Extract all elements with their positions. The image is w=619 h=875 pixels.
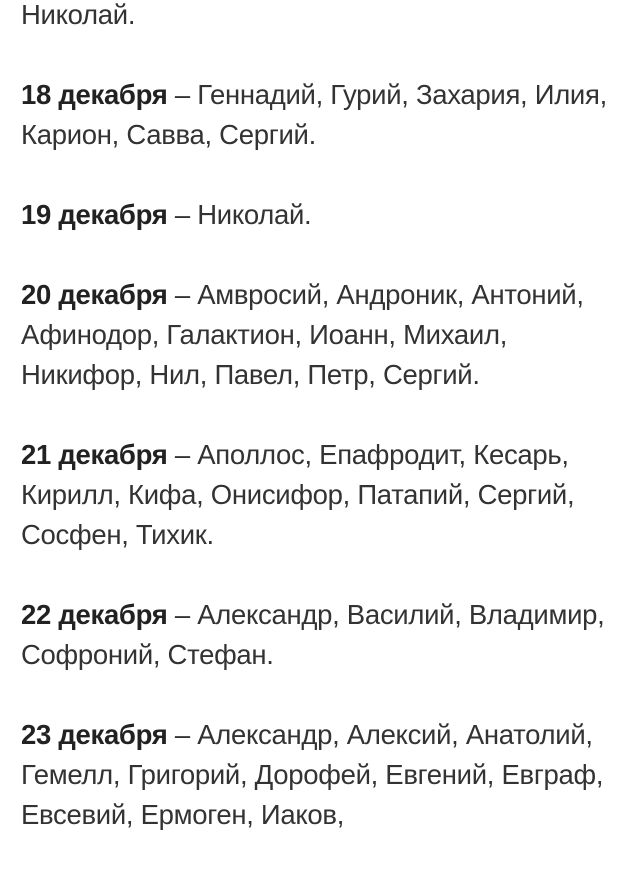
nameday-entry-18: [21, 75, 619, 155]
entry-names: Аполлос, Епафродит, Кесарь, Кирилл, Кифа, Онисифор, Патапий, Сергий, Сосфен, Тихик.: [21, 439, 575, 550]
entry-dash: –: [167, 199, 198, 230]
nameday-entry-23: [21, 715, 619, 835]
intro-paragraph: Николай.: [21, 0, 136, 30]
nameday-entry-21: [21, 435, 619, 555]
entry-names: Геннадий, Гурий, Захария, Илия, Карион, Савва, Сергий.: [21, 79, 607, 150]
entry-date: 23 декабря: [21, 719, 168, 750]
entry-names: Александр, Алексий, Анатолий, Гемелл, Григорий, Дорофей, Евгений, Евграф, Евсевий, Ермоген, Иаков,: [21, 719, 604, 830]
entry-names: Николай.: [197, 199, 312, 230]
entry-date: 21 декабря: [21, 439, 168, 470]
nameday-entry-22: [21, 595, 619, 675]
article-body: [21, 0, 619, 875]
nameday-entry-19: [21, 195, 619, 235]
entry-dash: –: [167, 79, 198, 110]
entry-date: 20 декабря: [21, 279, 168, 310]
entry-names: Александр, Василий, Владимир, Софроний, Стефан.: [21, 599, 605, 670]
entry-date: 18 декабря: [21, 79, 168, 110]
entry-dash: –: [167, 599, 198, 630]
entry-dash: –: [167, 279, 198, 310]
entry-names: Амвросий, Андроник, Антоний, Афинодор, Галактион, Иоанн, Михаил, Никифор, Нил, Павел, Петр, Сергий.: [21, 279, 584, 390]
entry-dash: –: [167, 719, 198, 750]
entry-date: 22 декабря: [21, 599, 168, 630]
nameday-entry-20: [21, 275, 619, 395]
entry-dash: –: [167, 439, 198, 470]
entry-date: 19 декабря: [21, 199, 168, 230]
